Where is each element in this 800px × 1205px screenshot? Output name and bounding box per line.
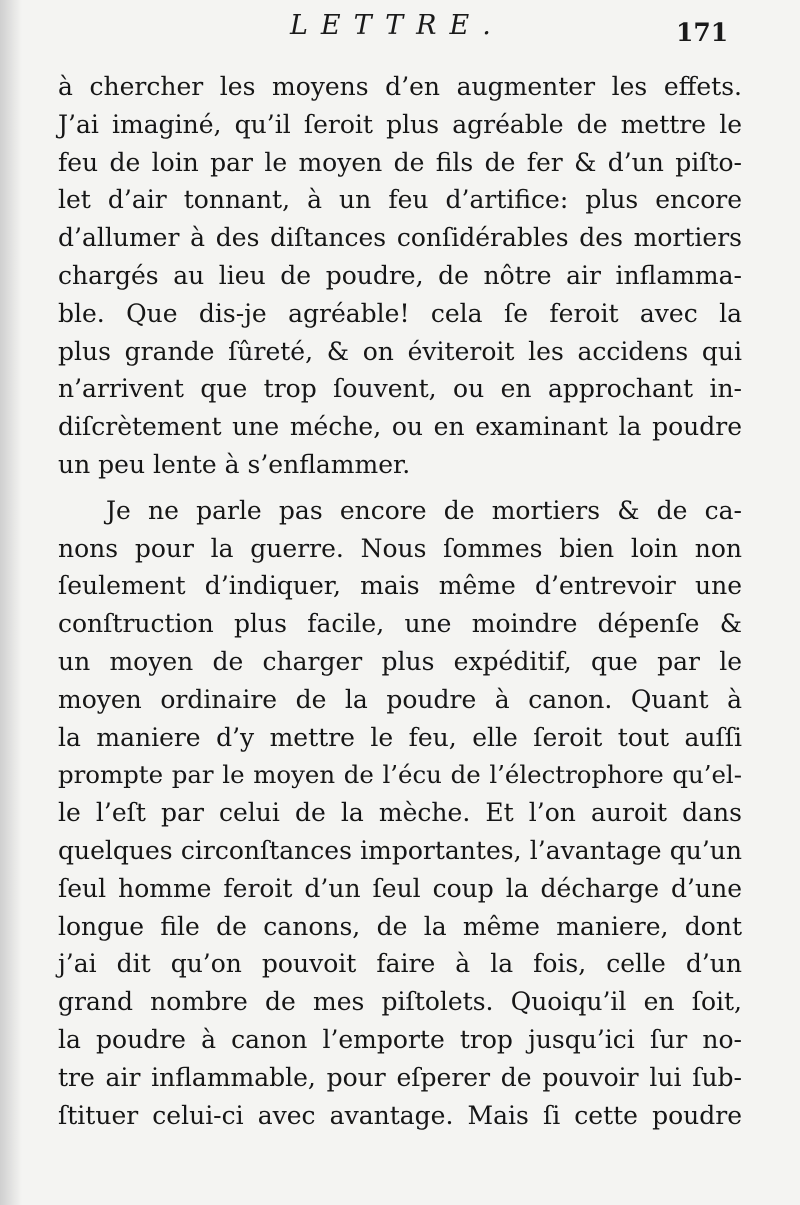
- running-title: LETTRE.: [290, 10, 504, 41]
- text-line: la poudre à canon l’emporte trop jusqu’ici ſur no-: [58, 1024, 742, 1054]
- text-line: nons pour la guerre. Nous ſommes bien loin non: [58, 533, 742, 563]
- text-line: feu de loin par le moyen de fils de fer & d’un piſto-: [58, 147, 742, 177]
- text-line: à chercher les moyens d’en augmenter les effets.: [58, 72, 742, 101]
- text-line: longue file de canons, de la même maniere, dont: [58, 911, 742, 941]
- text-line: let d’air tonnant, à un feu d’artifice: plus encore: [58, 185, 742, 215]
- text-line: ſeulement d’indiquer, mais même d’entrevoir une: [58, 571, 742, 601]
- text-line: quelques circonſtances importantes, l’avantage qu’un: [58, 835, 742, 865]
- text-line: grand nombre de mes piſtolets. Quoiqu’il en ſoit,: [58, 987, 742, 1017]
- text-line: ble. Que dis-je agréable! cela ſe feroit avec la: [58, 298, 742, 328]
- text-line: la maniere d’y mettre le feu, elle ſeroit tout auſſi: [58, 722, 742, 752]
- text-line: J’ai imaginé, qu’il ſeroit plus agréable de mettre le: [58, 109, 742, 139]
- page-edge-shadow: [0, 0, 22, 1205]
- text-line: conſtruction plus facile, une moindre dépenſe &: [58, 609, 742, 639]
- paragraph-2: [58, 492, 742, 1135]
- text-line: tre air inflammable, pour eſperer de pouvoir lui ſub-: [58, 1062, 742, 1092]
- text-line: Je ne parle pas encore de mortiers & de ca-: [106, 495, 742, 525]
- text-line: plus grande ſûreté, & on éviteroit les accidens qui: [58, 336, 742, 366]
- text-line: diſcrètement une méche, ou en examinant la poudre: [58, 412, 742, 442]
- text-line: j’ai dit qu’on pouvoit faire à la fois, celle d’un: [58, 949, 742, 979]
- body-text: [58, 68, 742, 1134]
- text-line: un moyen de charger plus expéditif, que par le: [58, 646, 742, 676]
- page-header: [0, 6, 800, 46]
- text-line: le l’eſt par celui de la mèche. Et l’on auroit dans: [58, 798, 742, 828]
- text-line: moyen ordinaire de la poudre à canon. Quant à: [58, 684, 742, 714]
- text-line: chargés au lieu de poudre, de nôtre air inflamma-: [58, 260, 742, 290]
- text-line: ſeul homme feroit d’un ſeul coup la décharge d’une: [58, 873, 742, 903]
- text-line: d’allumer à des diſtances conſidérables des mortiers: [58, 223, 742, 253]
- text-line: ſtituer celui-ci avec avantage. Mais ſi cette poudre: [58, 1100, 742, 1130]
- text-line: un peu lente à s’enflammer.: [58, 449, 411, 479]
- paragraph-1: [58, 68, 742, 484]
- page-number: 171: [676, 18, 729, 47]
- text-line: n’arrivent que trop ſouvent, ou en approchant in-: [58, 374, 742, 404]
- text-line: prompte par le moyen de l’écu de l’électrophore qu’el-: [58, 760, 742, 790]
